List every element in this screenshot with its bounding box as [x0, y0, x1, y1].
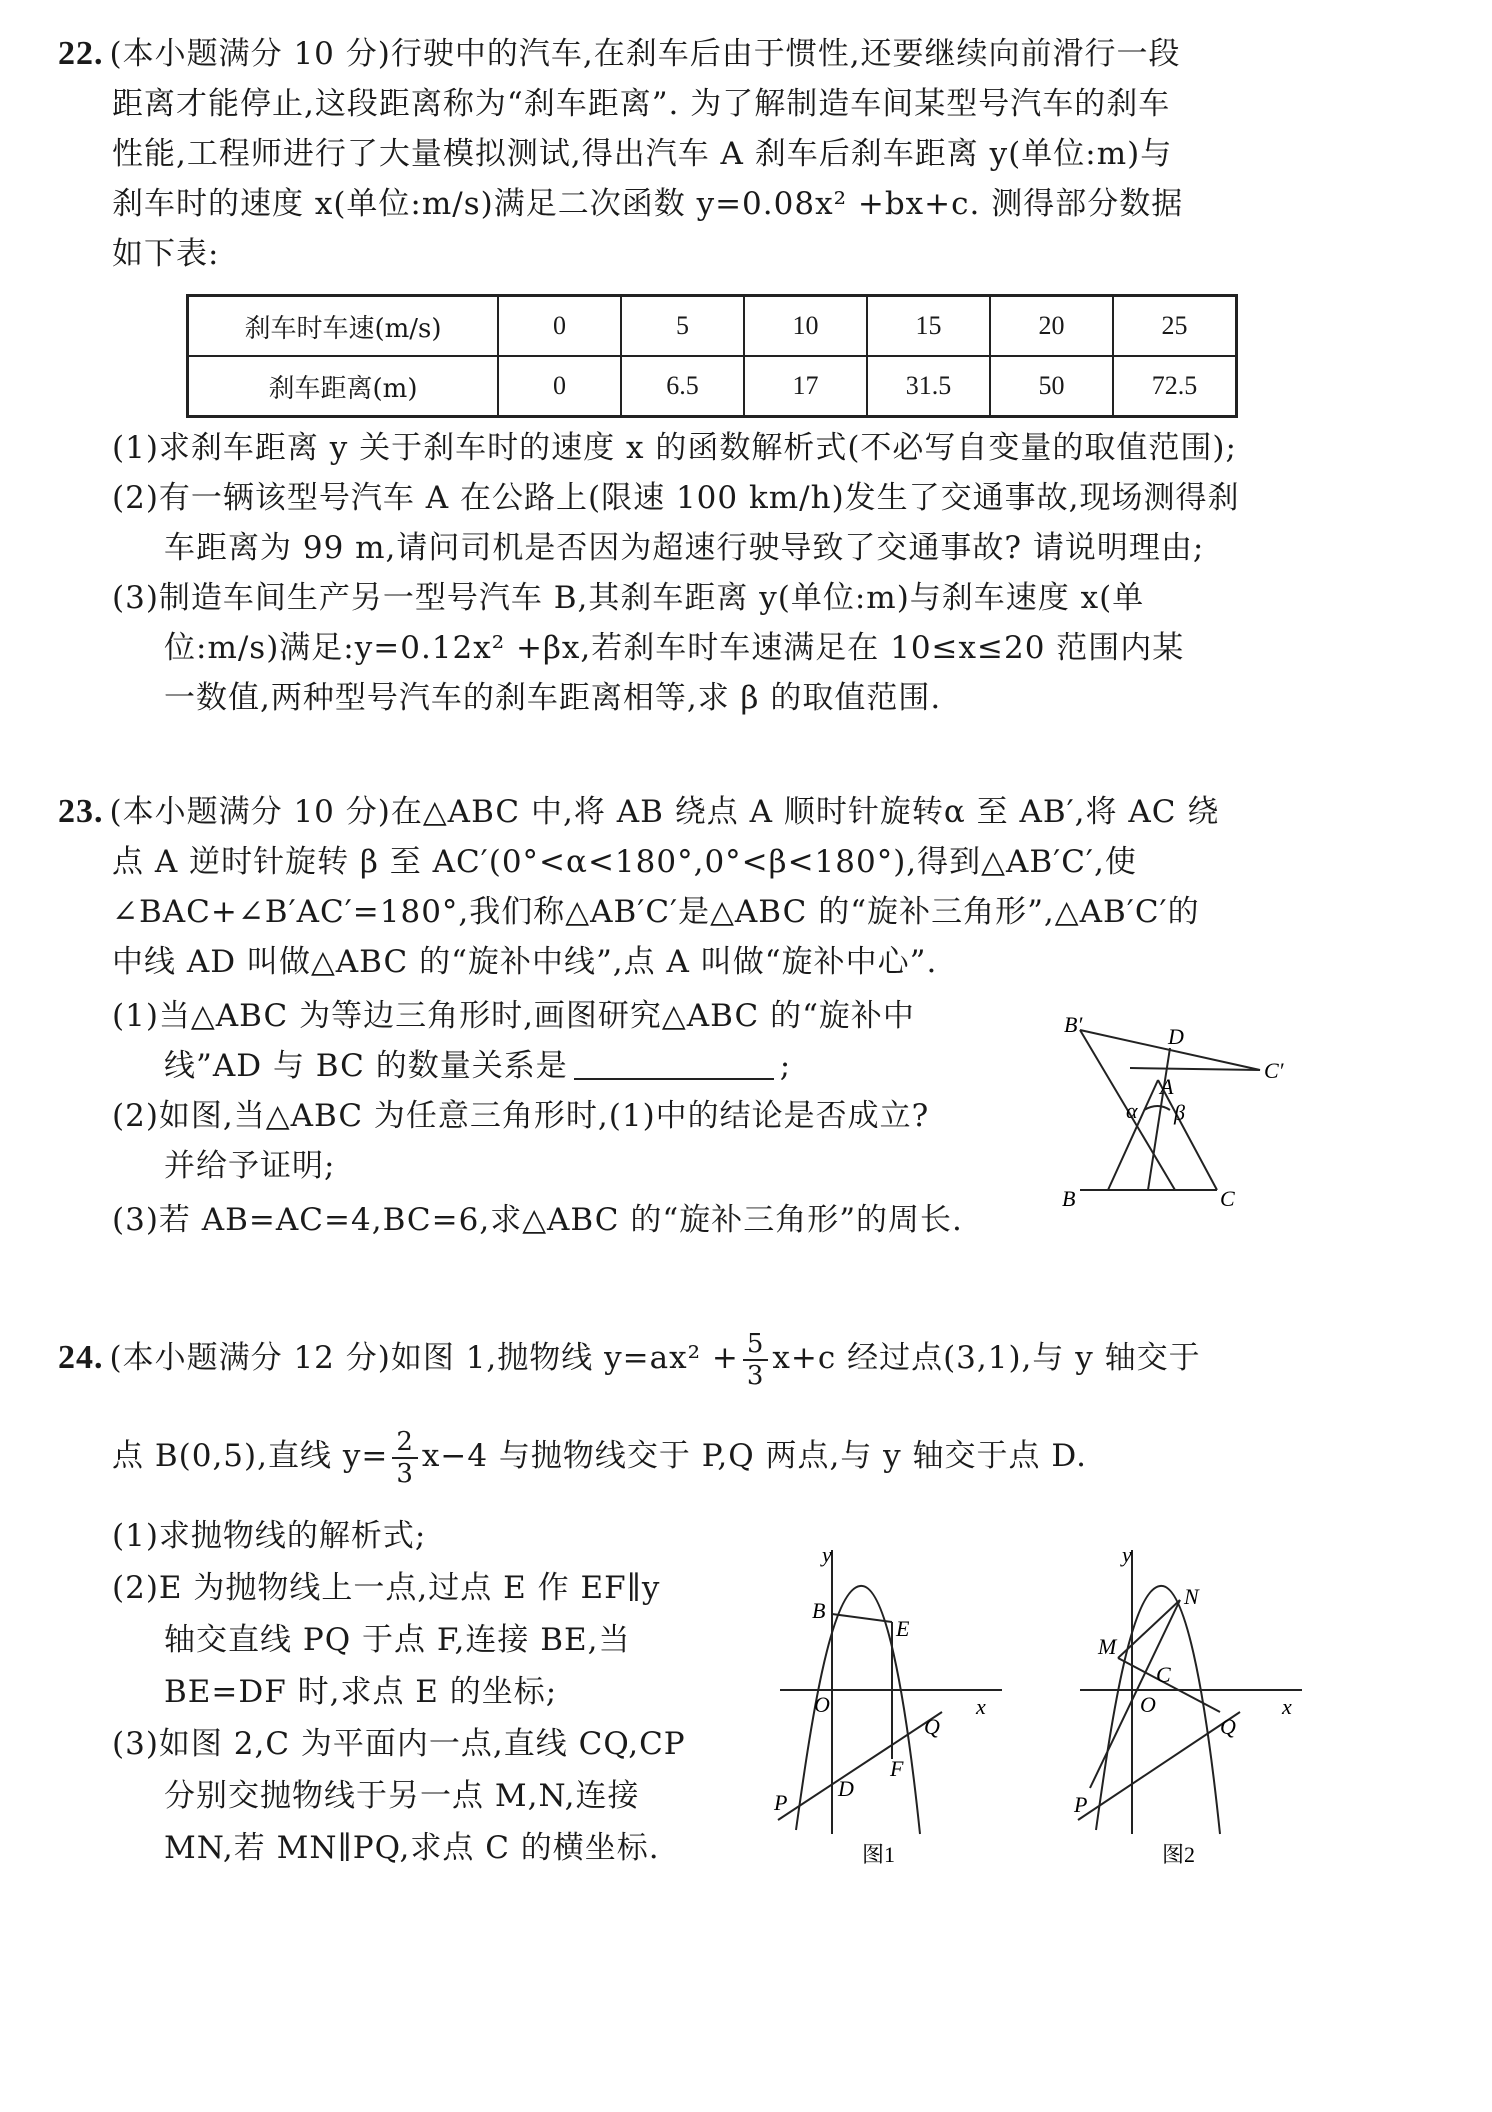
label-q: Q — [924, 1714, 940, 1739]
q24-line-2 — [112, 1416, 1087, 1496]
q22-line-1 — [58, 34, 1181, 74]
figure-2-caption: 图2 — [1162, 1842, 1196, 1867]
q24-part-2b: 轴交直线 PQ 于点 F,连接 BE,当 — [164, 1622, 631, 1658]
q23-part-3: (3)若 AB=AC=4,BC=6,求△ABC 的“旋补三角形”的周长. — [112, 1202, 963, 1238]
table-cell: 0 — [498, 296, 621, 357]
fraction-two-thirds — [392, 1427, 418, 1489]
label-p: P — [1074, 1792, 1088, 1817]
q23-part-1b-text: 线”AD 与 BC 的数量关系是 — [164, 1048, 568, 1084]
q23-line-1 — [58, 792, 1219, 832]
q24-figure-2 — [1070, 1540, 1310, 1870]
q23-line-3: ∠BAC+∠B′AC′=180°,我们称△AB′C′是△ABC 的“旋补三角形”,△AB′C′的 — [112, 894, 1200, 930]
label-o: O — [814, 1692, 830, 1717]
label-b: B — [812, 1598, 826, 1623]
table-cell: 15 — [867, 296, 990, 357]
q24-text-2b: x−4 与抛物线交于 P,Q 两点,与 y 轴交于点 D. — [421, 1438, 1087, 1474]
table-cell: 72.5 — [1113, 356, 1237, 417]
q23-text-1: (本小题满分 10 分)在△ABC 中,将 AB 绕点 A 顺时针旋转α 至 AB′,将 AC 绕 — [109, 794, 1220, 830]
fraction-five-thirds — [743, 1329, 769, 1391]
q22-part-3a: (3)制造车间生产另一型号汽车 B,其刹车距离 y(单位:m)与刹车速度 x(单 — [112, 580, 1145, 616]
label-q: Q — [1220, 1714, 1236, 1739]
label-e: E — [896, 1616, 910, 1641]
label-a: A — [1160, 1074, 1174, 1099]
table-row — [188, 296, 1237, 357]
q24-text-1a: (本小题满分 12 分)如图 1,抛物线 y=ax² + — [109, 1340, 739, 1376]
q22-line-5: 如下表: — [112, 236, 220, 272]
q24-number: 24. — [58, 1339, 104, 1376]
fraction-denominator: 3 — [746, 1360, 765, 1391]
label-d: D — [838, 1776, 854, 1801]
q22-text-1: (本小题满分 10 分)行驶中的汽车,在刹车后由于惯性,还要继续向前滑行一段 — [109, 36, 1181, 72]
q24-figure-1 — [770, 1540, 1010, 1870]
q22-line-3: 性能,工程师进行了大量模拟测试,得出汽车 A 刹车后刹车距离 y(单位:m)与 — [112, 136, 1173, 172]
q22-part-3c: 一数值,两种型号汽车的刹车距离相等,求 β 的取值范围. — [164, 680, 942, 716]
q24-part-2a: (2)E 为抛物线上一点,过点 E 作 EF∥y — [112, 1570, 661, 1606]
q24-part-2c: BE=DF 时,求点 E 的坐标; — [164, 1674, 558, 1710]
label-d: D — [1168, 1024, 1184, 1049]
q24-line-1 — [58, 1318, 1201, 1398]
q22-part-2b: 车距离为 99 m,请问司机是否因为超速行驶导致了交通事故? 请说明理由; — [164, 530, 1205, 566]
label-b-prime: B′ — [1064, 1012, 1083, 1037]
q23-rotation-figure — [1060, 1010, 1330, 1220]
label-beta: β — [1174, 1100, 1185, 1125]
q24-part-3b: 分别交抛物线于另一点 M,N,连接 — [164, 1778, 640, 1814]
fraction-numerator: 5 — [743, 1329, 769, 1361]
label-f: F — [890, 1756, 904, 1781]
q24-text-1b: x+c 经过点(3,1),与 y 轴交于 — [772, 1340, 1201, 1376]
table-row-label-distance: 刹车距离(m) — [188, 356, 499, 417]
q23-part-1c-text: ; — [779, 1048, 792, 1084]
q22-part-2a: (2)有一辆该型号汽车 A 在公路上(限速 100 km/h)发生了交通事故,现场测得刹 — [112, 480, 1240, 516]
table-cell: 20 — [990, 296, 1113, 357]
q22-part-1: (1)求刹车距离 y 关于刹车时的速度 x 的函数解析式(不必写自变量的取值范围); — [112, 430, 1237, 466]
q23-part-2a: (2)如图,当△ABC 为任意三角形时,(1)中的结论是否成立? — [112, 1098, 930, 1134]
q23-part-2b: 并给予证明; — [164, 1148, 336, 1184]
q24-text-2a: 点 B(0,5),直线 y= — [112, 1438, 389, 1474]
label-m: M — [1098, 1634, 1117, 1659]
q24-part-3c: MN,若 MN∥PQ,求点 C 的横坐标. — [164, 1830, 660, 1866]
q23-line-4: 中线 AD 叫做△ABC 的“旋补中线”,点 A 叫做“旋补中心”. — [112, 944, 938, 980]
fraction-denominator: 3 — [396, 1458, 414, 1489]
label-b: B — [1062, 1186, 1076, 1211]
table-row — [188, 356, 1237, 417]
table-cell: 31.5 — [867, 356, 990, 417]
table-cell: 5 — [621, 296, 744, 357]
label-y: y — [1122, 1542, 1132, 1567]
q22-part-3b: 位:m/s)满足:y=0.12x² +βx,若刹车时车速满足在 10≤x≤20 范围内某 — [164, 630, 1185, 666]
table-cell: 6.5 — [621, 356, 744, 417]
q22-line-4: 刹车时的速度 x(单位:m/s)满足二次函数 y=0.08x² +bx+c. 测得部分数据 — [112, 186, 1184, 222]
segment-mn — [1118, 1600, 1180, 1658]
q23-number: 23. — [58, 793, 104, 830]
table-cell: 17 — [744, 356, 867, 417]
answer-blank — [574, 1048, 774, 1080]
table-cell: 10 — [744, 296, 867, 357]
label-p: P — [774, 1790, 788, 1815]
figure-1-caption: 图1 — [862, 1842, 896, 1867]
q24-part-3a: (3)如图 2,C 为平面内一点,直线 CQ,CP — [112, 1726, 686, 1762]
angle-arc — [1144, 1106, 1170, 1110]
table-cell: 25 — [1113, 296, 1237, 357]
q22-line-2: 距离才能停止,这段距离称为“刹车距离”. 为了解制造车间某型号汽车的刹车 — [112, 86, 1171, 122]
table-cell: 0 — [498, 356, 621, 417]
q22-data-table — [186, 294, 1238, 418]
label-c-prime: C′ — [1264, 1058, 1284, 1083]
label-c: C — [1156, 1662, 1171, 1687]
label-x: x — [976, 1694, 986, 1719]
q22-number: 22. — [58, 35, 104, 72]
label-y: y — [822, 1542, 832, 1567]
q23-part-1a: (1)当△ABC 为等边三角形时,画图研究△ABC 的“旋补中 — [112, 998, 915, 1034]
table-cell: 50 — [990, 356, 1113, 417]
fraction-numerator: 2 — [392, 1427, 418, 1459]
label-c: C — [1220, 1186, 1235, 1211]
label-n: N — [1184, 1584, 1199, 1609]
label-o: O — [1140, 1692, 1156, 1717]
q24-part-1: (1)求抛物线的解析式; — [112, 1518, 427, 1554]
line-pq — [1078, 1712, 1240, 1820]
label-alpha: α — [1126, 1098, 1138, 1123]
q23-line-2: 点 A 逆时针旋转 β 至 AC′(0°<α<180°,0°<β<180°),得到△AB′C′,使 — [112, 844, 1137, 880]
table-row-label-speed: 刹车时车速(m/s) — [188, 296, 499, 357]
q23-part-1b — [164, 1046, 791, 1086]
label-x: x — [1282, 1694, 1292, 1719]
